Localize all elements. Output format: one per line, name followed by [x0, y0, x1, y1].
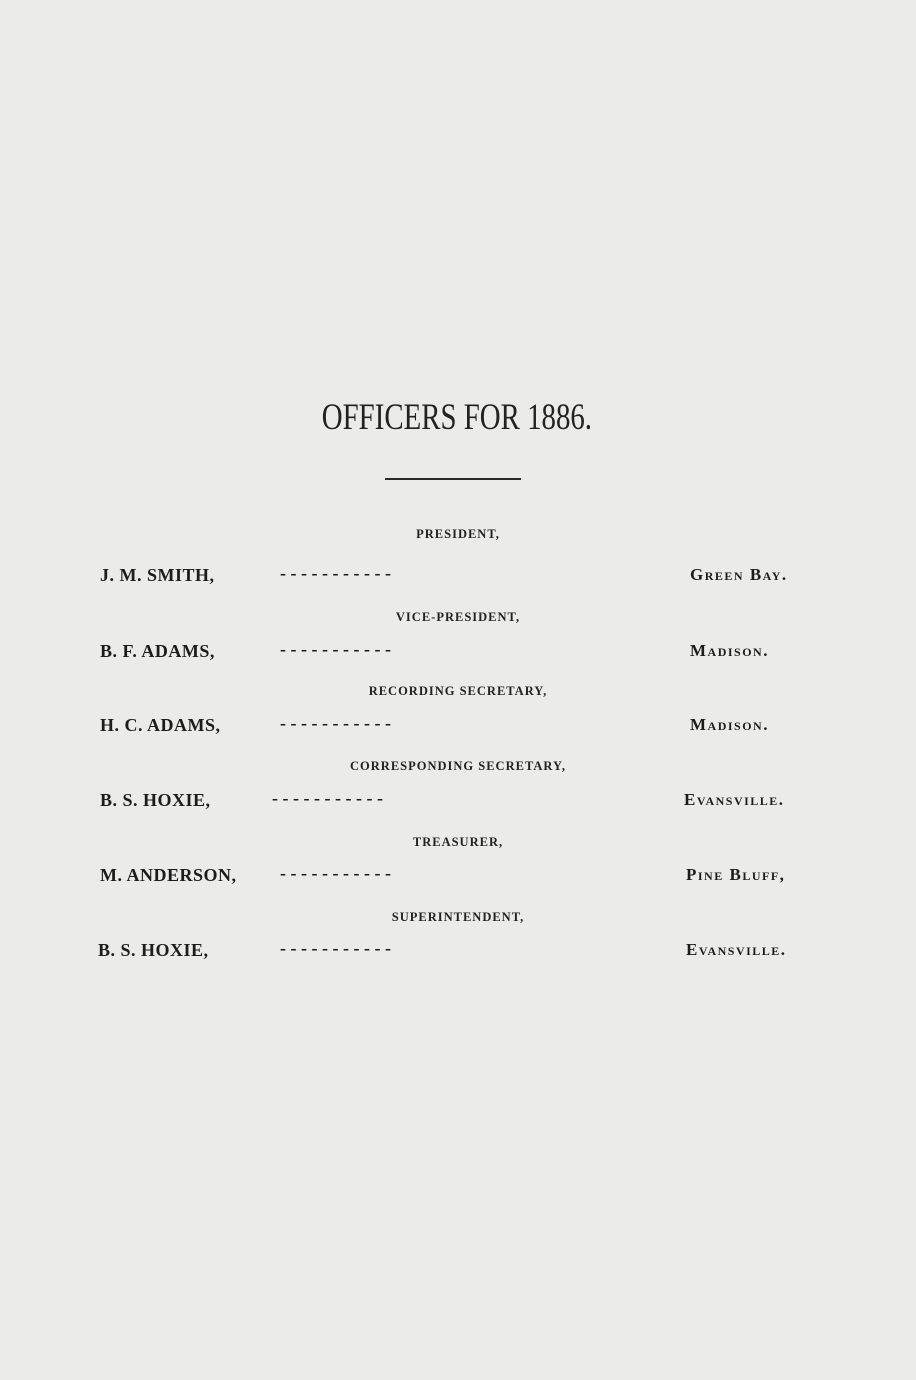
- officer-row-vice-president: [0, 641, 916, 665]
- officer-name: B. F. ADAMS,: [100, 641, 215, 661]
- dot-leaders: - - - - - - - - - - -: [280, 639, 391, 659]
- dot-leaders: - - - - - - - - - - -: [280, 563, 391, 583]
- officer-row-corresponding-secretary: [0, 790, 916, 814]
- officer-name: H. C. ADAMS,: [100, 715, 221, 735]
- officer-place: Green Bay.: [690, 565, 788, 584]
- officer-place: Evansville.: [684, 790, 785, 809]
- dot-leaders: - - - - - - - - - - -: [280, 938, 391, 958]
- dot-leaders: - - - - - - - - - - -: [280, 863, 391, 883]
- officer-name: J. M. SMITH,: [100, 565, 215, 585]
- officer-name: M. ANDERSON,: [100, 865, 237, 885]
- office-heading-corresponding-secretary: CORRESPONDING SECRETARY,: [350, 759, 566, 773]
- officer-name: B. S. HOXIE,: [100, 790, 211, 810]
- office-heading-vice-president: VICE-PRESIDENT,: [395, 610, 521, 624]
- officer-row-recording-secretary: [0, 715, 916, 739]
- officer-row-superintendent: [0, 940, 916, 964]
- officer-row-treasurer: [0, 865, 916, 889]
- officer-place: Madison.: [690, 641, 769, 660]
- officer-place: Evansville.: [686, 940, 787, 959]
- office-heading-president: PRESIDENT,: [416, 527, 500, 541]
- office-heading-treasurer: TREASURER,: [412, 835, 504, 849]
- officer-place: Madison.: [690, 715, 769, 734]
- dot-leaders: - - - - - - - - - - -: [280, 713, 391, 733]
- officer-name: B. S. HOXIE,: [98, 940, 209, 960]
- office-heading-recording-secretary: RECORDING SECRETARY,: [368, 684, 548, 698]
- dot-leaders: - - - - - - - - - - -: [272, 788, 383, 808]
- page-title: OFFICERS FOR 1886.: [321, 397, 593, 438]
- title-rule: [385, 478, 521, 480]
- officer-row-president: [0, 565, 916, 589]
- office-heading-superintendent: SUPERINTENDENT,: [391, 910, 525, 924]
- officer-place: Pine Bluff,: [686, 865, 786, 884]
